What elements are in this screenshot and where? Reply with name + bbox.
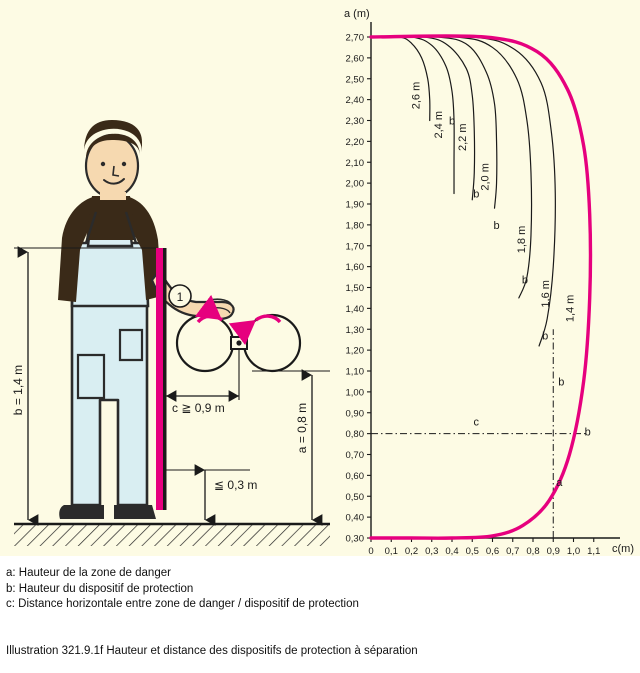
y-tick-label: 0,90	[345, 408, 364, 420]
y-tick-label: 1,60	[345, 262, 364, 274]
legend-line-c: c: Distance horizontale entre zone de danger / dispositif de protection	[6, 598, 359, 610]
x-tick-label: 0,1	[384, 546, 398, 556]
left-scene	[11, 120, 330, 546]
dimension-a	[252, 371, 330, 520]
curve-label: 1,4 m	[564, 294, 577, 323]
curve-label: 2,6 m	[410, 81, 423, 110]
y-tick-label: 2,20	[345, 136, 364, 148]
x-tick-label: 0	[368, 546, 374, 556]
y-tick-label: 0,50	[345, 491, 364, 503]
annotation-b: b	[558, 376, 565, 389]
y-tick-label: 1,10	[345, 366, 364, 378]
y-tick-label: 1,50	[345, 283, 364, 295]
callout-number: 1	[176, 290, 184, 304]
figure-caption: Illustration 321.9.1f Hauteur et distance des dispositifs de protection à séparation	[6, 645, 418, 657]
y-tick-label: 0,60	[345, 470, 364, 482]
annotation-b: b	[542, 330, 549, 343]
y-axis-title: a (m)	[344, 8, 370, 20]
dimension-gap	[166, 470, 257, 520]
y-tick-label: 0,30	[345, 533, 364, 545]
y-tick-label: 2,10	[345, 157, 364, 169]
x-tick-label: 0,9	[546, 546, 560, 556]
y-tick-label: 2,40	[345, 95, 364, 107]
x-tick-label: 0,3	[425, 546, 439, 556]
legend-line-a: a: Hauteur de la zone de danger	[6, 567, 171, 579]
annotation-b: b	[521, 274, 528, 287]
y-tick-label: 0,70	[345, 450, 364, 462]
y-tick-label: 2,50	[345, 74, 364, 86]
x-tick-label: 0,2	[404, 546, 419, 556]
annotation-c: c	[473, 416, 480, 429]
y-tick-label: 2,70	[345, 32, 364, 44]
x-tick-label: 0,7	[506, 546, 520, 556]
dimension-gap-label: ≦ 0,3 m	[214, 478, 258, 492]
x-tick-label: 0,4	[445, 546, 459, 556]
annotation-b: b	[493, 220, 500, 233]
y-tick-label: 0,40	[345, 512, 364, 524]
chart-curves	[371, 36, 590, 538]
x-tick-label: 0,5	[465, 546, 479, 556]
curve-label: 1,6 m	[540, 280, 553, 308]
curve-label: 2,0 m	[479, 163, 492, 191]
curve-label: 2,4 m	[432, 110, 445, 139]
annotation-a: a	[556, 476, 563, 489]
x-tick-label: 1,0	[566, 546, 581, 556]
y-tick-label: 1,80	[345, 220, 364, 232]
chart-reference-lines	[371, 329, 586, 538]
y-tick-label: 2,30	[345, 116, 364, 128]
annotation-b: b	[473, 188, 480, 201]
x-tick-label: 0,6	[485, 546, 500, 556]
curve-label: 1,8 m	[515, 225, 528, 254]
x-tick-label: 0,8	[526, 546, 540, 556]
y-tick-label: 0,80	[345, 429, 364, 441]
protective-device-bar	[156, 248, 167, 510]
ground-hatching	[14, 524, 330, 546]
y-tick-label: 1,30	[345, 324, 364, 336]
y-tick-label: 1,70	[345, 241, 364, 253]
curve-14m	[371, 36, 590, 538]
y-tick-label: 1,90	[345, 199, 364, 211]
chart	[344, 8, 634, 556]
y-tick-label: 1,00	[345, 387, 364, 399]
x-axis-title: c(m)	[612, 543, 634, 555]
legend	[6, 566, 636, 613]
y-tick-label: 1,40	[345, 303, 364, 315]
annotation-b: b	[448, 115, 456, 128]
y-tick-label: 2,00	[345, 178, 364, 190]
chart-curve-labels	[411, 82, 577, 322]
callout-marker-1	[169, 285, 191, 307]
curve-16m	[371, 36, 555, 346]
curve-18m	[371, 36, 531, 298]
legend-line-b: b: Hauteur du dispositif de protection	[6, 582, 194, 595]
dimension-a-label: a = 0,8 m	[295, 402, 309, 454]
dimension-b-label: b = 1,4 m	[11, 364, 25, 416]
y-tick-label: 2,60	[345, 53, 364, 65]
y-tick-label: 1,20	[345, 345, 364, 357]
annotation-b: b	[584, 426, 591, 439]
dimension-c-label: c ≧ 0,9 m	[172, 401, 225, 415]
x-tick-label: 1,1	[587, 546, 601, 556]
curve-label: 2,2 m	[457, 123, 470, 151]
